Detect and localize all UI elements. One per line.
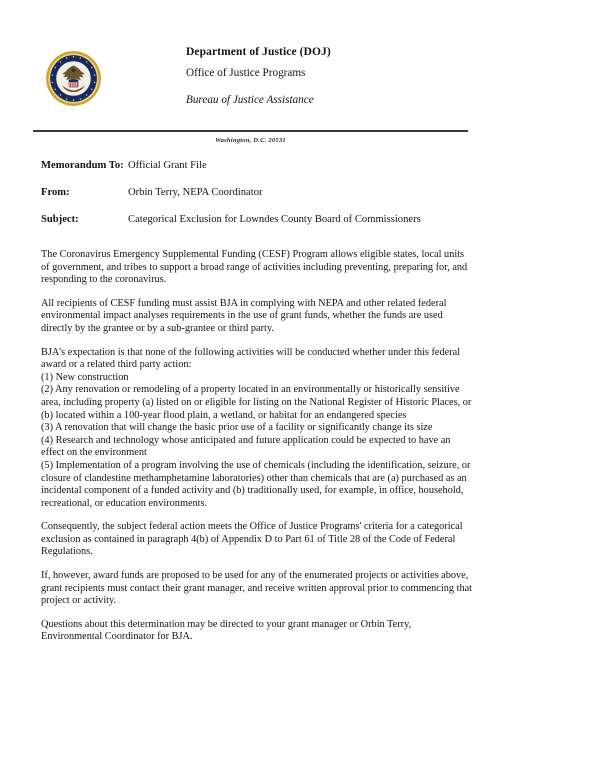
list-item: (3) A renovation that will change the basic prior use of a facility or significantly change its size	[41, 422, 433, 434]
body-paragraph-3: BJA's expectation is that none of the following activities will be conducted whether under this federal award or a related third party action:	[41, 346, 461, 371]
memo-row-from	[41, 187, 511, 214]
list-item: (2) Any renovation or remodeling of a property located in an environmentally or historically sensitive area, including property (a) listed on or eligible for listing on the National Register of Historic Places, or (b) located within a 100-year flood plain, a wetland, or habitat for an endangered species	[41, 384, 472, 421]
body-paragraph-5: If, however, award funds are proposed to be used for any of the enumerated projects or activities above, grant recipients must contact their grant manager, and receive written approval prior to commencing that project or activity.	[41, 570, 473, 607]
letterhead-divider	[33, 130, 468, 132]
body-paragraph-4: Consequently, the subject federal action meets the Office of Justice Programs' criteria for a categorical exclusion as contained in paragraph 4(b) of Appendix D to Part 61 of Title 28 of the Code of Federal Regulations.	[41, 521, 463, 558]
memo-row-subject	[41, 214, 511, 241]
memo-value-subject: Categorical Exclusion for Lowndes County Board of Commissioners	[128, 214, 421, 225]
memo-header-block	[41, 160, 511, 241]
city-state-zip: Washington, D.C. 20531	[215, 137, 286, 144]
memo-body	[41, 249, 473, 655]
body-paragraph-1: The Coronavirus Emergency Supplemental Funding (CESF) Program allows eligible states, local units of government, and tribes to support a broad range of activities including preventing, preparing for, and responding to the coronavirus.	[41, 249, 468, 286]
agency-bureau-name: Bureau of Justice Assistance	[186, 94, 314, 106]
agency-name-block	[186, 42, 506, 111]
memo-label-from: From:	[41, 187, 70, 198]
list-item: (1) New construction	[41, 371, 129, 383]
memo-label-subject: Subject:	[41, 214, 79, 225]
list-item: (5) Implementation of a program involving the use of chemicals (including the identification, seizure, or closure of clandestine methamphetamine laboratories) other than chemicals that are (a) purchased as an incidental component of a funded activity and (b) traditionally used, for example, in office, household, recreational, or education environments.	[41, 459, 471, 509]
memo-row-to	[41, 160, 511, 187]
list-item: (4) Research and technology whose anticipated and future application could be expected to have an effect on the environment	[41, 434, 451, 459]
excluded-activities-list	[41, 372, 473, 511]
agency-office-name: Office of Justice Programs	[186, 67, 306, 79]
body-paragraph-2: All recipients of CESF funding must assist BJA in complying with NEPA and other related federal environmental impact analyses requirements in the use of grant funds, whether the funds are used directly by the grantee or by a sub-grantee or third party.	[41, 297, 447, 334]
body-paragraph-6: Questions about this determination may be directed to your grant manager or Orbin Terry, Environmental Coordinator for BJA.	[41, 618, 412, 643]
memo-value-from: Orbin Terry, NEPA Coordinator	[128, 187, 263, 198]
doj-seal-icon	[45, 50, 102, 107]
memo-label-to: Memorandum To:	[41, 160, 124, 171]
memo-value-to: Official Grant File	[128, 160, 207, 171]
agency-department-name: Department of Justice (DOJ)	[186, 46, 331, 58]
letterhead	[0, 42, 600, 122]
